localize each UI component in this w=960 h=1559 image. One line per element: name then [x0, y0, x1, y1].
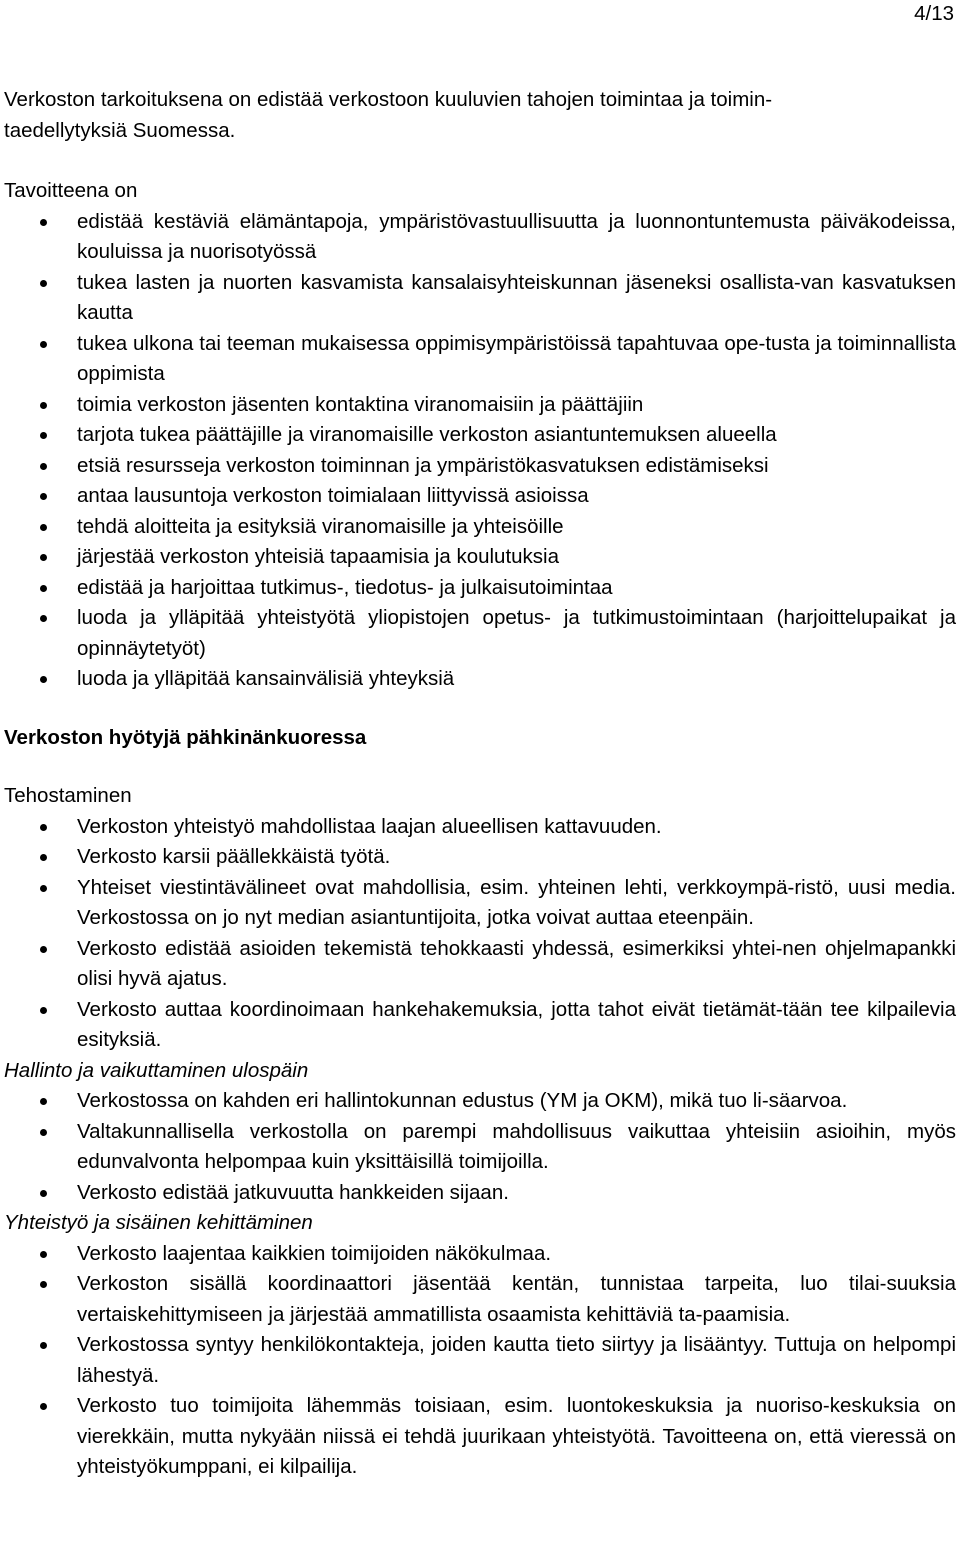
list-item: Verkostossa syntyy henkilökontakteja, joiden kautta tieto siirtyy ja lisääntyy. Tuttuja on helpompi lähestyä. [4, 1330, 956, 1391]
bullet-icon [40, 1281, 47, 1288]
bullet-icon [40, 946, 47, 953]
list-item: etsiä resursseja verkoston toiminnan ja ympäristökasvatuksen edistämiseksi [4, 451, 956, 482]
benefits-heading: Verkoston hyötyjä pähkinänkuoressa [4, 725, 367, 749]
list-item: Verkosto laajentaa kaikkien toimijoiden näkökulmaa. [4, 1239, 956, 1270]
intro-line-1: Verkoston tarkoituksena on edistää verkostoon kuuluvien tahojen toimintaa ja toimin- [4, 88, 773, 111]
list-item: Verkoston sisällä koordinaattori jäsentää kentän, tunnistaa tarpeita, luo tilai-suuksia vertaiskehittymiseen ja järjestää ammatillista osaamista kehittäviä ta-paamisia. [4, 1269, 956, 1330]
bullet-icon [40, 1098, 47, 1105]
section-title-hallinto: Hallinto ja vaikuttaminen ulospäin [4, 1058, 309, 1082]
list-item: antaa lausuntoja verkoston toimialaan liittyvissä asioissa [4, 481, 956, 512]
goals-heading: Tavoitteena on [4, 179, 138, 202]
goals-list [4, 207, 956, 695]
list-item: Verkosto karsii päällekkäistä työtä. [4, 842, 956, 873]
list-item: edistää ja harjoittaa tutkimus-, tiedotus- ja julkaisutoimintaa [4, 573, 956, 604]
list-item: toimia verkoston jäsenten kontaktina viranomaisiin ja päättäjiin [4, 390, 956, 421]
bullet-icon [40, 524, 47, 531]
document-body [4, 85, 956, 1483]
bullet-icon [40, 585, 47, 592]
bullet-icon [40, 1403, 47, 1410]
bullet-icon [40, 676, 47, 683]
section-title-tehostaminen: Tehostaminen [4, 784, 132, 807]
list-item: Verkoston yhteistyö mahdollistaa laajan alueellisen kattavuuden. [4, 812, 956, 843]
bullet-icon [40, 554, 47, 561]
yhteistyo-list [4, 1239, 956, 1483]
section-title-yhteistyo: Yhteistyö ja sisäinen kehittäminen [4, 1211, 313, 1234]
bullet-icon [40, 493, 47, 500]
bullet-icon [40, 1007, 47, 1014]
bullet-icon [40, 1190, 47, 1197]
hallinto-list [4, 1086, 956, 1208]
list-item: tukea lasten ja nuorten kasvamista kansalaisyhteiskunnan jäseneksi osallista-van kasvatuksen kautta [4, 268, 956, 329]
list-item: tehdä aloitteita ja esityksiä viranomaisille ja yhteisöille [4, 512, 956, 543]
list-item: Verkosto auttaa koordinoimaan hankehakemuksia, jotta tahot eivät tietämät-tään tee kilpailevia esityksiä. [4, 995, 956, 1056]
page-number: 4/13 [914, 2, 954, 25]
bullet-icon [40, 280, 47, 287]
bullet-icon [40, 402, 47, 409]
list-item: Valtakunnallisella verkostolla on parempi mahdollisuus vaikuttaa yhteisiin asioihin, myös edunvalvonta helpompaa kuin yksittäisillä toimijoilla. [4, 1117, 956, 1178]
bullet-icon [40, 824, 47, 831]
list-item: Verkosto tuo toimijoita lähemmäs toisiaan, esim. luontokeskuksia ja nuoriso-keskuksia on vierekkäin, mutta nykyään niissä ei tehdä juurikaan yhteistyötä. Tavoitteena on, että vieressä on yhteistyökumppani, ei kilpailija. [4, 1391, 956, 1483]
list-item: Verkostossa on kahden eri hallintokunnan edustus (YM ja OKM), mikä tuo li-säarvoa. [4, 1086, 956, 1117]
bullet-icon [40, 615, 47, 622]
bullet-icon [40, 432, 47, 439]
list-item: järjestää verkoston yhteisiä tapaamisia ja koulutuksia [4, 542, 956, 573]
list-item: luoda ja ylläpitää kansainvälisiä yhteyksiä [4, 664, 956, 695]
bullet-icon [40, 1251, 47, 1258]
intro-line-2: taedellytyksiä Suomessa. [4, 118, 236, 142]
list-item: luoda ja ylläpitää yhteistyötä yliopistojen opetus- ja tutkimustoimintaan (harjoittelupaikat ja opinnäytetyöt) [4, 603, 956, 664]
tehostaminen-list [4, 812, 956, 1056]
bullet-icon [40, 885, 47, 892]
bullet-icon [40, 341, 47, 348]
list-item: edistää kestäviä elämäntapoja, ympäristövastuullisuutta ja luonnontuntemusta päiväkodeissa, kouluissa ja nuorisotyössä [4, 207, 956, 268]
bullet-icon [40, 1342, 47, 1349]
bullet-icon [40, 1129, 47, 1136]
bullet-icon [40, 854, 47, 861]
bullet-icon [40, 463, 47, 470]
list-item: Verkosto edistää jatkuvuutta hankkeiden sijaan. [4, 1178, 956, 1209]
list-item: Yhteiset viestintävälineet ovat mahdollisia, esim. yhteinen lehti, verkkoympä-ristö, uusi media. Verkostossa on jo nyt median asiantuntijoita, jotka voivat auttaa eteenpäin. [4, 873, 956, 934]
list-item: tarjota tukea päättäjille ja viranomaisille verkoston asiantuntemuksen alueella [4, 420, 956, 451]
bullet-icon [40, 219, 47, 226]
list-item: Verkosto edistää asioiden tekemistä tehokkaasti yhdessä, esimerkiksi yhtei-nen ohjelmapankki olisi hyvä ajatus. [4, 934, 956, 995]
list-item: tukea ulkona tai teeman mukaisessa oppimisympäristöissä tapahtuvaa ope-tusta ja toiminnallista oppimista [4, 329, 956, 390]
